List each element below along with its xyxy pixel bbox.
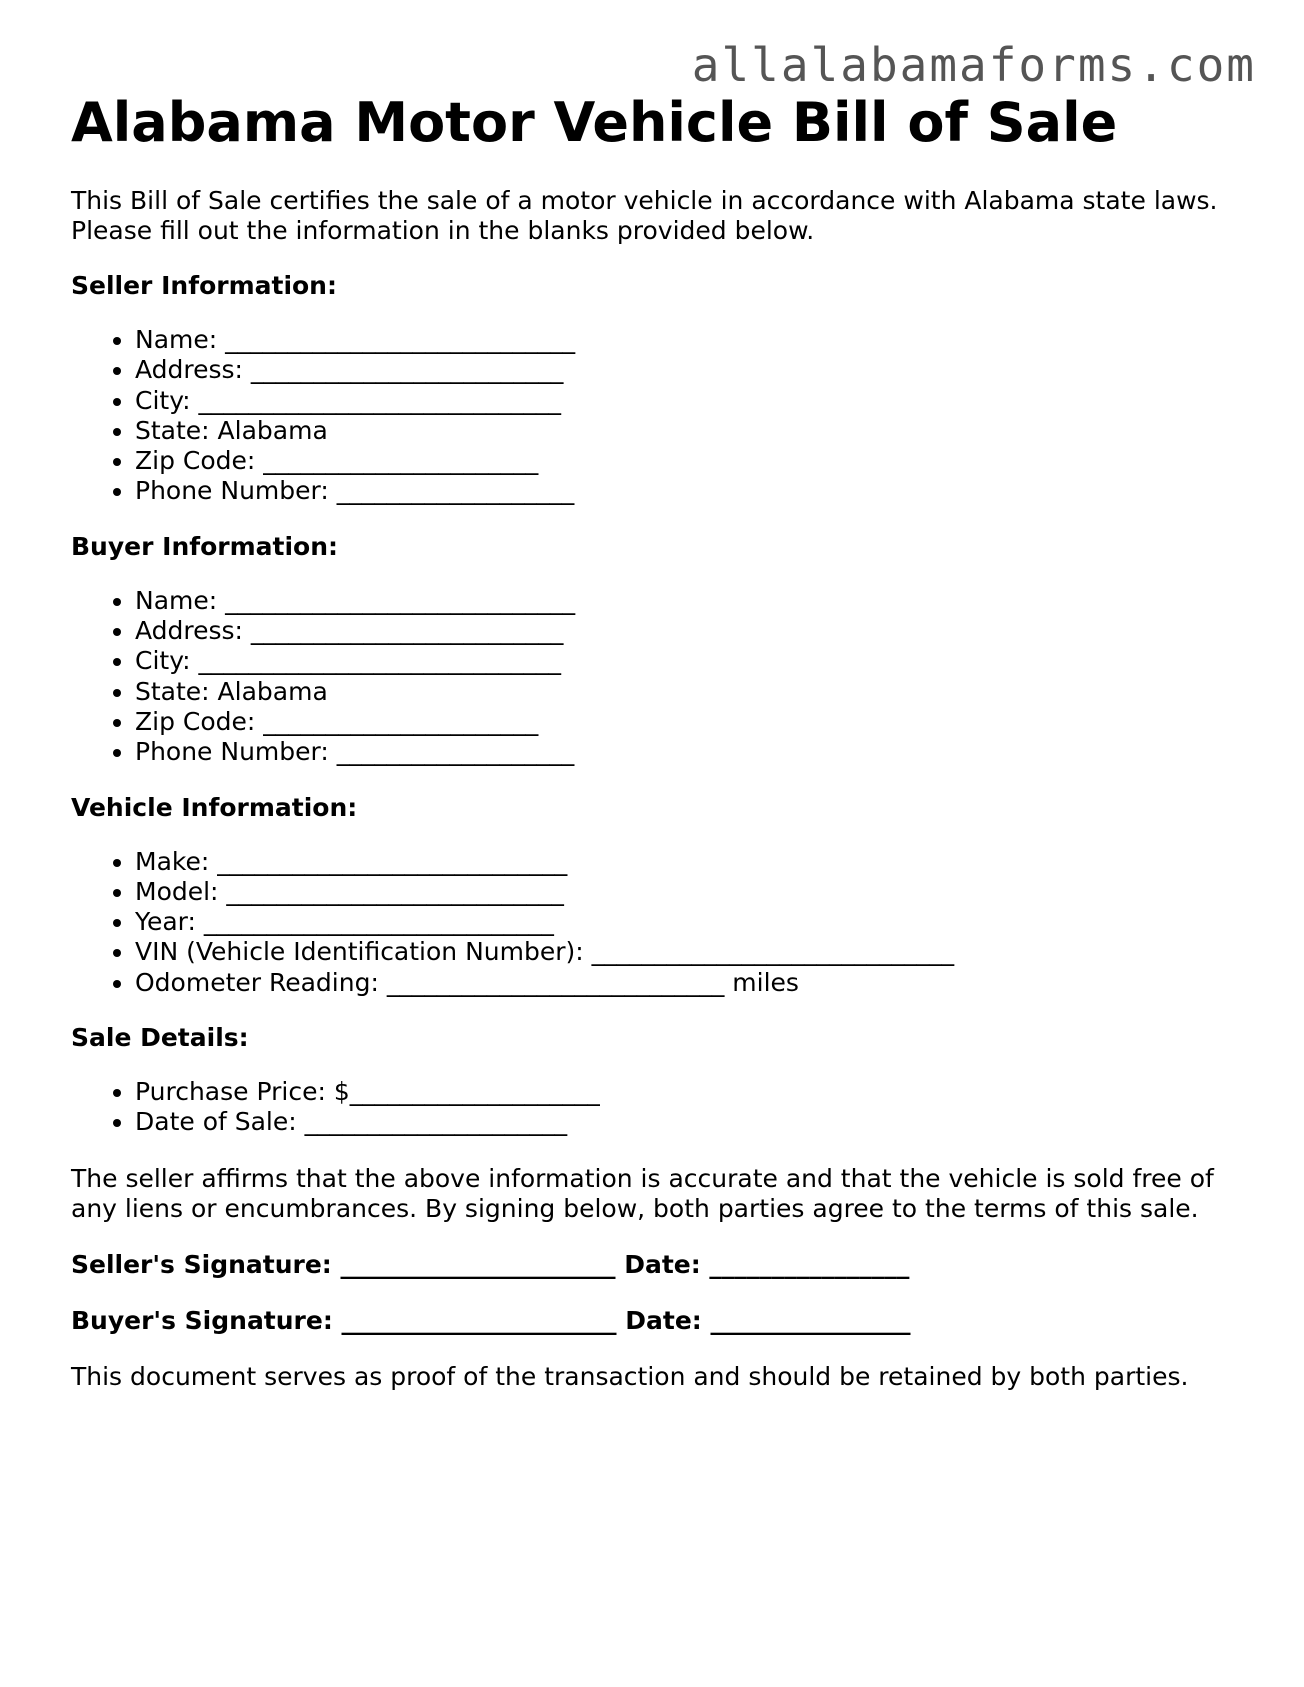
seller-zip-field: • Zip Code: ______________________ [135,446,1251,476]
buyer-info-heading: Buyer Information: [71,531,339,561]
buyer-address-field: • Address: _________________________ [135,616,1251,646]
vehicle-vin-field: • VIN (Vehicle Identification Number): _____________________________ [135,937,1251,967]
seller-info-heading: Seller Information: [71,271,337,300]
seller-phone-field: • Phone Number: ___________________ [135,476,1251,506]
buyer-signature-line: Buyer's Signature: ______________________ Date: ________________ [71,1305,911,1335]
seller-city-field: • City: _____________________________ [135,386,1251,416]
vehicle-odometer-field: • Odometer Reading: ___________________________ miles [135,968,1251,998]
sale-details-heading: Sale Details: [71,1023,249,1053]
seller-address-field: • Address: _________________________ [135,355,1251,385]
seller-name-field: • Name: ____________________________ [135,325,1251,355]
seller-info-list [71,325,1251,507]
closing-paragraph: This document serves as proof of the transaction and should be retained by both parties. [71,1361,1189,1391]
vehicle-info-list [71,847,1251,998]
document-title: Alabama Motor Vehicle Bill of Sale [71,91,1118,154]
sale-details-list [71,1077,1251,1138]
intro-paragraph: This Bill of Sale certifies the sale of a motor vehicle in accordance with Alabama state laws. Please fill out the information in the blanks provided below. [71,186,1218,245]
buyer-info-list [71,586,1251,768]
buyer-city-field: • City: _____________________________ [135,646,1251,676]
affirmation-paragraph: The seller affirms that the above information is accurate and that the vehicle is sold free of any liens or encumbrances. By signing below, both parties agree to the terms of this sale. [71,1163,1214,1223]
vehicle-year-field: • Year: ____________________________ [135,907,1251,937]
seller-state-field: • State: Alabama [135,416,1251,446]
buyer-phone-field: • Phone Number: ___________________ [135,737,1251,767]
buyer-name-field: • Name: ____________________________ [135,586,1251,616]
purchase-price-field: • Purchase Price: $____________________ [135,1077,1251,1107]
site-watermark: allalabamaforms.com [691,38,1256,92]
buyer-state-field: • State: Alabama [135,677,1251,707]
document-page [71,90,1251,1392]
vehicle-make-field: • Make: ____________________________ [135,847,1251,877]
vehicle-info-heading: Vehicle Information: [71,792,358,822]
seller-signature-line: Seller's Signature: ______________________ Date: ________________ [71,1249,910,1279]
date-of-sale-field: • Date of Sale: _____________________ [135,1107,1251,1137]
vehicle-model-field: • Model: ___________________________ [135,877,1251,907]
buyer-zip-field: • Zip Code: ______________________ [135,707,1251,737]
